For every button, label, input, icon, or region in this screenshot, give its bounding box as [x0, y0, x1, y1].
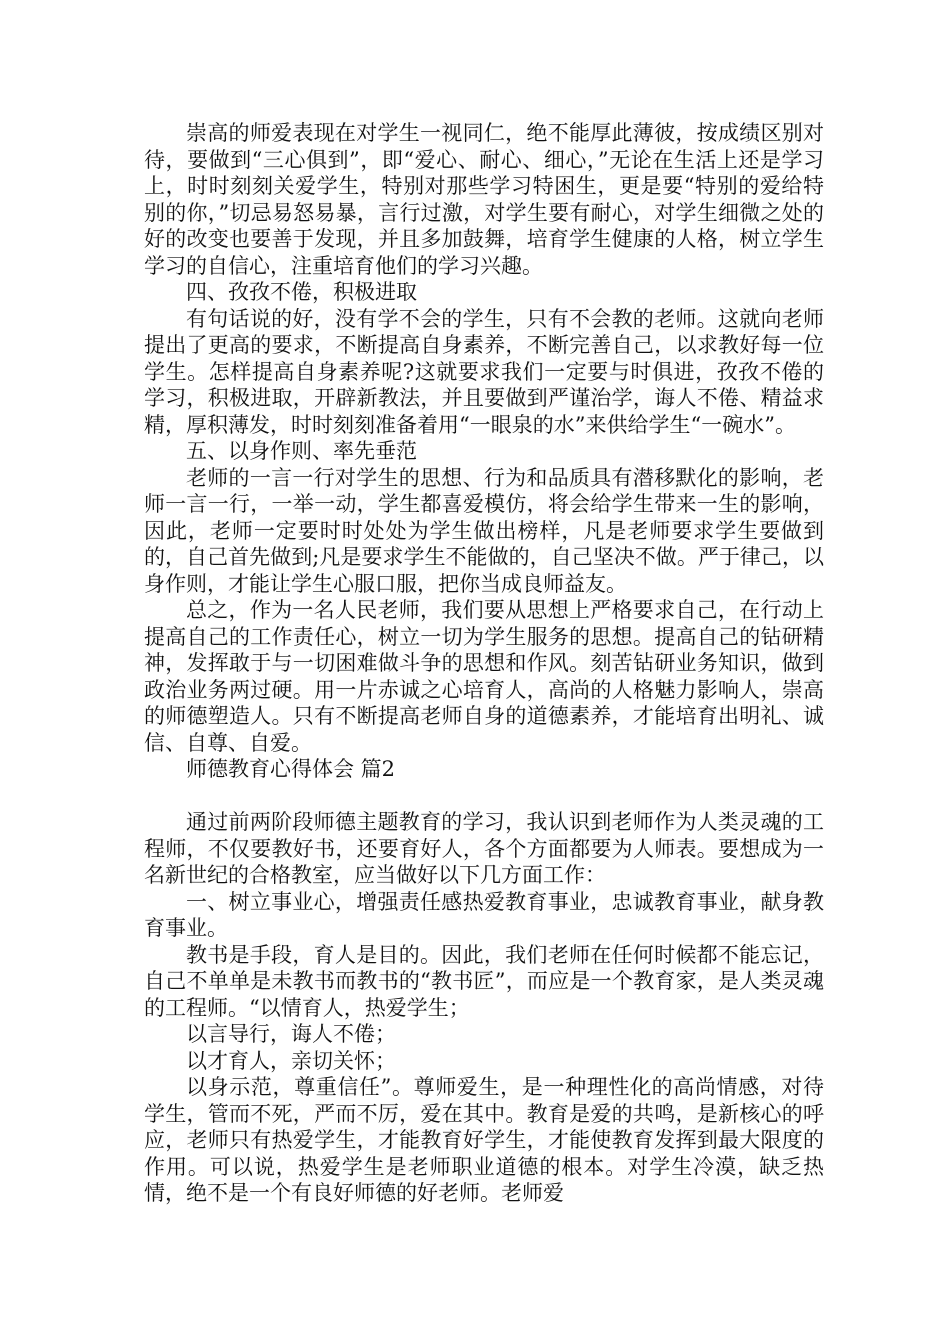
paragraph: 老师的一言一行对学生的思想、行为和品质具有潜移默化的影响，老师一言一行，一举一动，学生都喜爱模仿，将会给学生带来一生的影响，因此，老师一定要时时处处为学生做出榜样，凡是老师要求学生要做到的，自己首先做到;凡是要求学生不能做的，自己坚决不做。严于律己，以身作则，才能让学生心服口服，把你当成良师益友。 — [144, 465, 824, 596]
paragraph: 教书是手段，育人是目的。因此，我们老师在任何时候都不能忘记，自己不单单是未教书而教书的“教书匠”，而应是一个教育家，是人类灵魂的工程师。“以情育人，热爱学生； — [144, 942, 824, 1020]
paragraph: 崇高的师爱表现在对学生一视同仁，绝不能厚此薄彼，按成绩区别对待，要做到“三心俱到”，即“爱心、耐心、细心，”无论在生活上还是学习上，时时刻刻关爱学生，特别对那些学习特困生，更是要“特别的爱给特别的你，”切忌易怒易暴，言行过激，对学生要有耐心，对学生细微之处的好的改变也要善于发现，并且多加鼓舞，培育学生健康的人格，树立学生学习的自信心，注重培育他们的学习兴趣。 — [144, 121, 824, 278]
article-title: 师德教育心得体会 篇2 — [186, 757, 396, 781]
paragraph-line: 以才育人，亲切关怀； — [186, 1048, 396, 1073]
blank-line — [144, 783, 824, 810]
paragraph: 通过前两阶段师德主题教育的学习，我认识到老师作为人类灵魂的工程师，不仅要教好书，还要育好人，各个方面都要为人师表。要想成为一名新世纪的合格教室，应当做好以下几方面工作： — [144, 810, 824, 887]
section-heading: 四、孜孜不倦，积极进取 — [186, 280, 417, 304]
paragraph: 有句话说的好，没有学不会的学生，只有不会教的老师。这就向老师提出了更高的要求，不断提高自身素养，不断完善自己，以求教好每一位学生。怎样提高自身素养呢?这就要求我们一定要与时俱进，孜孜不倦的学习，积极进取，开辟新教法，并且要做到严谨治学，诲人不倦、精益求精，厚积薄发，时时刻刻准备着用“一眼泉的水”来供给学生“一碗水”。 — [144, 306, 824, 437]
paragraph-line: 以言导行，诲人不倦； — [186, 1022, 396, 1046]
paragraph: 以身示范，尊重信任”。尊师爱生，是一种理性化的高尚情感，对待学生，管而不死，严而不厉，爱在其中。教育是爱的共鸣，是新核心的呼应，老师只有热爱学生，才能教育好学生，才能使教育发挥到最大限度的作用。可以说，热爱学生是老师职业道德的根本。对学生冷漠，缺乏热情，绝不是一个有良好师德的好老师。老师爱 — [144, 1075, 824, 1205]
document-body — [144, 120, 824, 1207]
paragraph: 一、树立事业心，增强责任感热爱教育事业，忠诚教育事业，献身教育事业。 — [144, 889, 824, 940]
paragraph: 总之，作为一名人民老师，我们要从思想上严格要求自己，在行动上提高自己的工作责任心，树立一切为学生服务的思想。提高自己的钻研精神，发挥敢于与一切困难做斗争的思想和作风。刻苦钻研业务知识，做到政治业务两过硬。用一片赤诚之心培育人，高尚的人格魅力影响人，崇高的师德塑造人。只有不断提高老师自身的道德素养，才能培育出明礼、诚信、自尊、自爱。 — [144, 598, 824, 755]
section-heading: 五、以身作则、率先垂范 — [186, 439, 417, 463]
